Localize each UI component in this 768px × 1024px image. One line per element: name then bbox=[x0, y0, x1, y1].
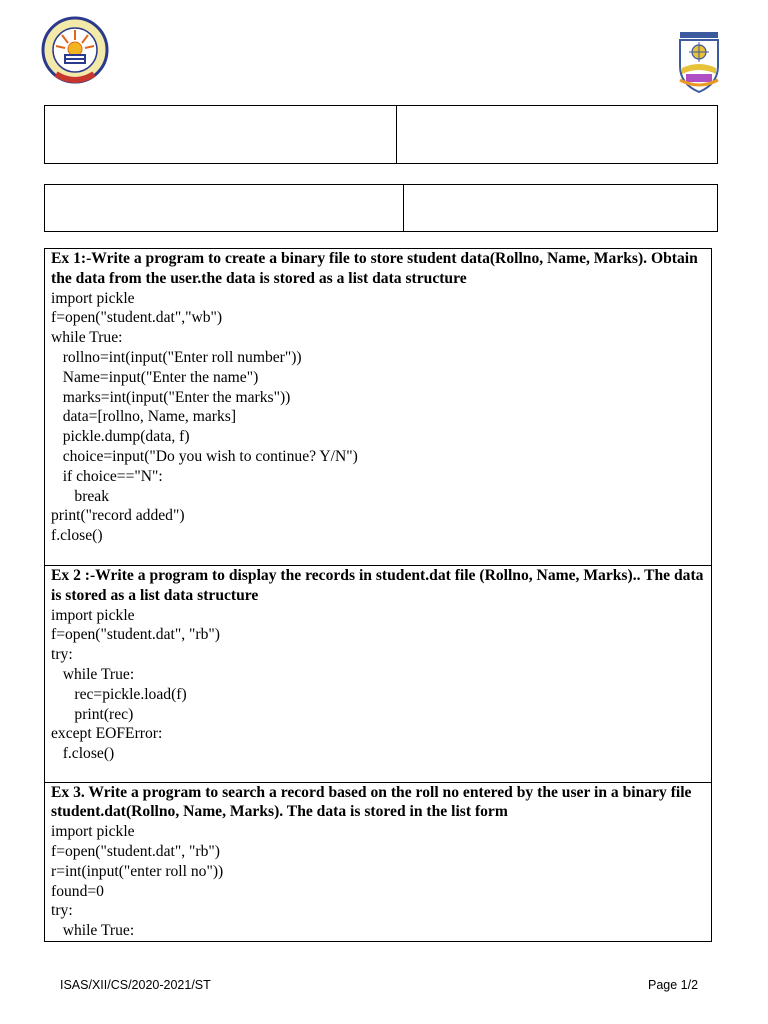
info-cell bbox=[45, 185, 403, 231]
exercise-title: Ex 3. Write a program to search a record based on the roll no entered by the user in a binary file student.dat(Rollno, Name, Marks). The data is stored in the list form bbox=[51, 783, 692, 821]
code-line: break bbox=[51, 487, 110, 505]
exercise-title: Ex 1:-Write a program to create a binary file to store student data(Rollno, Name, Marks). Obtain the data from the user.the data is stored as a list data structure bbox=[51, 250, 698, 287]
code-line: rollno=int(input("Enter roll number")) bbox=[51, 348, 302, 366]
code-line: import pickle bbox=[51, 606, 135, 624]
code-block bbox=[51, 606, 705, 764]
code-line: f=open("student.dat", "rb") bbox=[51, 843, 220, 861]
school-crest-icon bbox=[672, 30, 726, 94]
exercise-1 bbox=[45, 249, 711, 565]
exercise-2 bbox=[45, 565, 711, 782]
code-line: f=open("student.dat", "rb") bbox=[51, 626, 220, 644]
code-line: rec=pickle.load(f) bbox=[51, 685, 187, 703]
code-line: except EOFError: bbox=[51, 725, 163, 743]
code-line: f.close() bbox=[51, 527, 103, 545]
info-box-1 bbox=[44, 105, 718, 164]
kvs-emblem-icon bbox=[40, 16, 112, 92]
code-line: while True: bbox=[51, 922, 135, 940]
info-box-2 bbox=[44, 184, 718, 232]
code-line: r=int(input("enter roll no")) bbox=[51, 862, 224, 880]
kvs-emblem-logo bbox=[40, 16, 112, 92]
code-line: Name=input("Enter the name") bbox=[51, 368, 259, 386]
code-line: found=0 bbox=[51, 882, 104, 900]
school-crest-logo bbox=[672, 30, 726, 94]
code-line: f=open("student.dat","wb") bbox=[51, 309, 223, 327]
code-line: pickle.dump(data, f) bbox=[51, 428, 190, 446]
code-line: marks=int(input("Enter the marks")) bbox=[51, 388, 291, 406]
info-cell bbox=[403, 185, 717, 231]
page-number: Page 1/2 bbox=[648, 978, 699, 992]
info-cell bbox=[396, 106, 717, 163]
exercise-3 bbox=[45, 782, 711, 941]
code-line: f.close() bbox=[51, 745, 115, 763]
document-code: ISAS/XII/CS/2020-2021/ST bbox=[60, 978, 211, 992]
code-line: if choice=="N": bbox=[51, 467, 163, 485]
code-line: import pickle bbox=[51, 823, 135, 841]
exercise-title: Ex 2 :-Write a program to display the records in student.dat file (Rollno, Name, Marks).. The data is stored as a list data structure bbox=[51, 567, 704, 604]
code-line: print(rec) bbox=[51, 705, 134, 723]
exercise-table bbox=[44, 248, 712, 942]
code-line: try: bbox=[51, 902, 73, 920]
code-line: import pickle bbox=[51, 289, 135, 307]
code-line: try: bbox=[51, 646, 73, 664]
code-line: choice=input("Do you wish to continue? Y/N") bbox=[51, 447, 358, 465]
code-line: while True: bbox=[51, 665, 135, 683]
info-cell bbox=[45, 106, 396, 163]
code-block bbox=[51, 822, 705, 941]
code-line: data=[rollno, Name, marks] bbox=[51, 408, 237, 426]
code-line: print("record added") bbox=[51, 507, 185, 525]
code-block bbox=[51, 289, 705, 546]
code-line: while True: bbox=[51, 329, 123, 347]
